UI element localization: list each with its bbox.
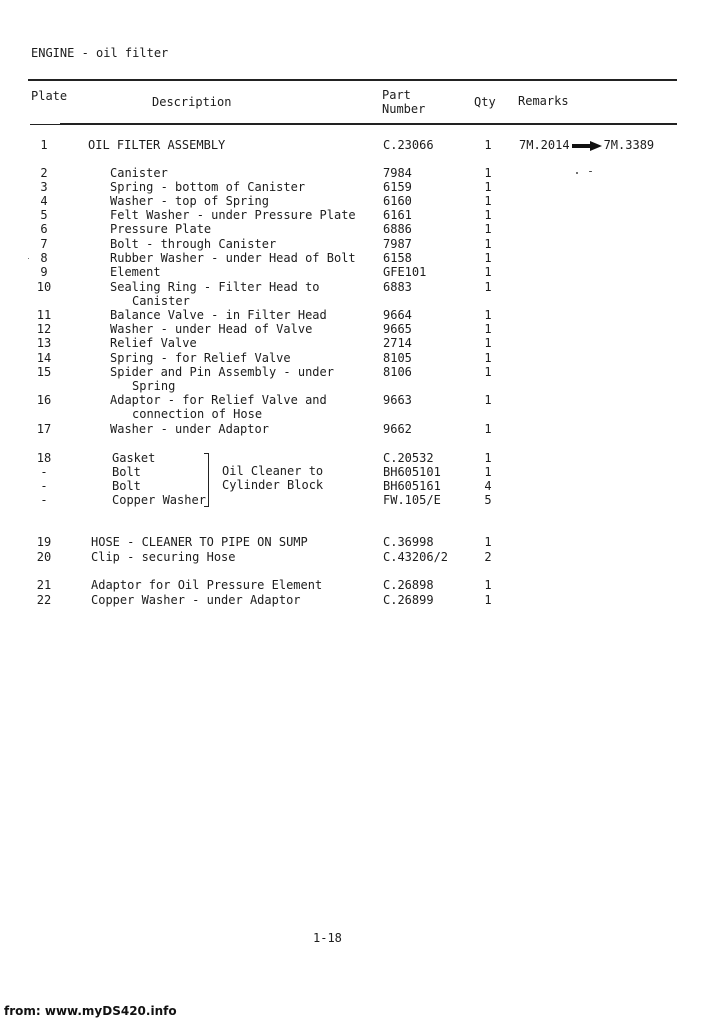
plate-number: 4 [40,194,48,208]
header-remarks: Remarks [518,94,569,108]
item-description: Balance Valve - in Filter Head [110,308,327,322]
part-number: C.23066 [383,138,434,152]
quantity: 1 [484,166,492,180]
item-description: Spring - for Relief Valve [110,351,291,365]
group-note-line2: Cylinder Block [222,478,324,492]
plate-number: 9 [40,265,48,279]
part-number: BH605101 [383,465,441,479]
remark-from: 7M.2014 [519,138,570,152]
item-description: Clip - securing Hose [91,550,236,564]
quantity: 2 [484,550,492,564]
item-description-continued: Canister [132,294,190,308]
plate-number: 17 [36,422,52,436]
part-number: C.20532 [383,451,434,465]
plate-number: 2 [40,166,48,180]
item-description: Washer - under Adaptor [110,422,269,436]
table-row [0,479,723,493]
plate-number: 8 [40,251,48,265]
plate-number: 3 [40,180,48,194]
table-row [0,535,723,549]
table-row [0,280,723,308]
table-row [0,578,723,592]
table-row [0,322,723,336]
remarks [519,138,654,152]
source-footer: from: www.myDS420.info [4,1004,177,1018]
quantity: 1 [484,138,492,152]
part-number: 9665 [383,322,412,336]
scan-speck [576,172,578,174]
group-note-line1: Oil Cleaner to [222,464,324,478]
quantity: 1 [484,194,492,208]
item-description: Canister [110,166,168,180]
plate-number: 14 [36,351,52,365]
table-row [0,451,723,465]
part-number: 8106 [383,365,412,379]
item-description: Spider and Pin Assembly - under [110,365,334,379]
header-description: Description [152,95,232,109]
plate-number: 18 [36,451,52,465]
arrow-right-icon [572,141,602,151]
item-description: Washer - top of Spring [110,194,269,208]
plate-number: - [40,465,48,479]
plate-number: 10 [36,280,52,294]
part-number: FW.105/E [383,493,441,507]
quantity: 1 [484,208,492,222]
part-number: C.26899 [383,593,434,607]
quantity: 5 [484,493,492,507]
item-description: Sealing Ring - Filter Head to [110,280,320,294]
item-description: Spring - bottom of Canister [110,180,306,194]
table-row [0,237,723,251]
plate-number: 15 [36,365,52,379]
quantity: 1 [484,308,492,322]
quantity: 1 [484,593,492,607]
plate-number: 5 [40,208,48,222]
table-row [0,365,723,393]
scan-speck [28,258,29,259]
table-row [0,593,723,607]
item-description: Gasket [112,451,156,465]
table-row [0,180,723,194]
table-row [0,336,723,350]
plate-number: 22 [36,593,52,607]
header-bottom-rule [60,123,677,125]
part-number: 6886 [383,222,412,236]
part-number: 6160 [383,194,412,208]
table-row [0,393,723,421]
header-qty: Qty [474,95,496,109]
part-number: 7987 [383,237,412,251]
plate-number: 16 [36,393,52,407]
item-description: Bolt [112,465,141,479]
plate-number: 21 [36,578,52,592]
scan-speck [589,171,592,172]
table-row [0,422,723,436]
quantity: 1 [484,465,492,479]
quantity: 1 [484,365,492,379]
quantity: 4 [484,479,492,493]
plate-number: 13 [36,336,52,350]
plate-number: 7 [40,237,48,251]
quantity: 1 [484,393,492,407]
quantity: 1 [484,578,492,592]
table-row [0,351,723,365]
table-row [0,493,723,507]
table-row [0,251,723,265]
item-description-continued: Spring [132,379,176,393]
part-number: 6159 [383,180,412,194]
table-row [0,222,723,236]
part-number: 6883 [383,280,412,294]
header-part-line1: Part [382,88,411,102]
part-number: C.43206/2 [383,550,449,564]
plate-number: - [40,493,48,507]
part-number: 9662 [383,422,412,436]
part-number: BH605161 [383,479,441,493]
quantity: 1 [484,422,492,436]
item-description: Rubber Washer - under Head of Bolt [110,251,356,265]
table-row [0,308,723,322]
table-row [0,208,723,222]
item-description: Felt Washer - under Pressure Plate [110,208,356,222]
item-description: Adaptor - for Relief Valve and [110,393,327,407]
item-description: Bolt [112,479,141,493]
part-number: GFE101 [383,265,427,279]
quantity: 1 [484,180,492,194]
plate-number: - [40,479,48,493]
item-description: Bolt - through Canister [110,237,277,251]
table-row [0,194,723,208]
plate-number: 6 [40,222,48,236]
page-number: 1-18 [313,931,342,945]
part-number: C.26898 [383,578,434,592]
item-description: Adaptor for Oil Pressure Element [91,578,323,592]
quantity: 1 [484,351,492,365]
item-description-continued: connection of Hose [132,407,263,421]
part-number: 9664 [383,308,412,322]
part-number: 8105 [383,351,412,365]
assembly-row [0,138,723,152]
quantity: 1 [484,535,492,549]
item-description: Copper Washer - under Adaptor [91,593,301,607]
quantity: 1 [484,251,492,265]
plate-number: 11 [36,308,52,322]
part-number: 9663 [383,393,412,407]
quantity: 1 [484,451,492,465]
item-description: Pressure Plate [110,222,212,236]
table-row [0,465,723,479]
item-description: Relief Valve [110,336,197,350]
part-number: 6158 [383,251,412,265]
page-title: ENGINE - oil filter [31,46,169,60]
quantity: 1 [484,265,492,279]
header-plate: Plate [31,89,68,103]
plate-number: 20 [36,550,52,564]
part-number: C.36998 [383,535,434,549]
assembly-description: OIL FILTER ASSEMBLY [88,138,226,152]
table-row [0,265,723,279]
table-row [0,550,723,564]
item-description: HOSE - CLEANER TO PIPE ON SUMP [91,535,308,549]
quantity: 1 [484,280,492,294]
plate-number: 1 [40,138,48,152]
item-description: Element [110,265,161,279]
part-number: 2714 [383,336,412,350]
quantity: 1 [484,222,492,236]
quantity: 1 [484,322,492,336]
plate-number: 12 [36,322,52,336]
remark-to: 7M.3389 [603,138,655,152]
quantity: 1 [484,336,492,350]
plate-number: 19 [36,535,52,549]
part-number: 7984 [383,166,412,180]
header-top-rule [28,79,677,81]
item-description: Washer - under Head of Valve [110,322,313,336]
quantity: 1 [484,237,492,251]
item-description: Copper Washer [112,493,206,507]
part-number: 6161 [383,208,412,222]
header-part-line2: Number [382,102,426,116]
group-bracket [204,453,209,507]
table-row [0,166,723,180]
header-plate-underline [30,124,62,125]
